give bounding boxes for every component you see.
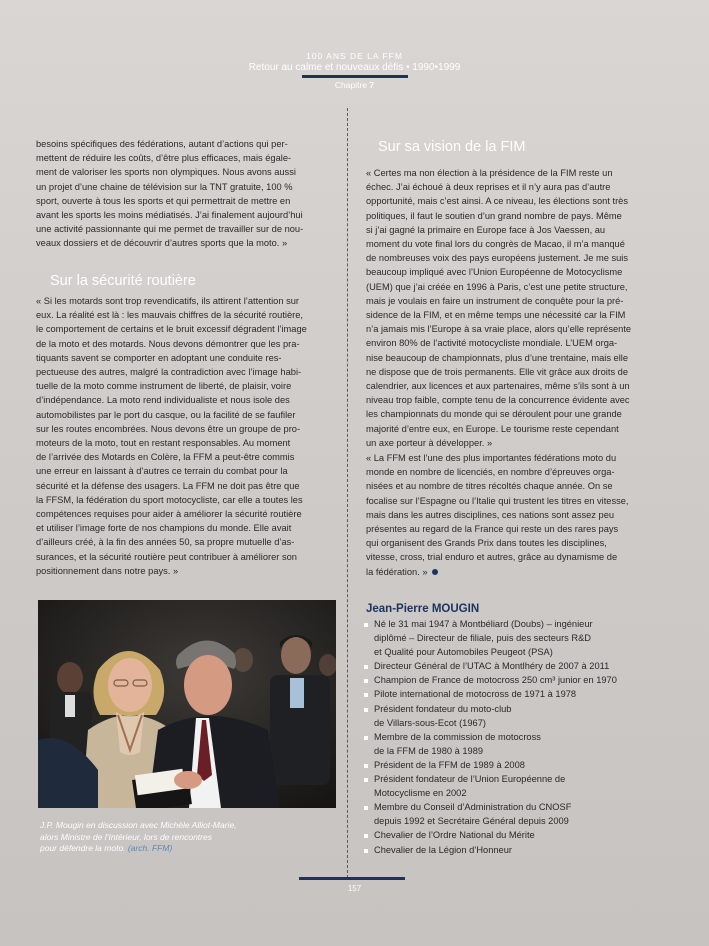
text-line: J.P. Mougin en discussion avec Michèle Alliot-Marie, xyxy=(40,820,237,830)
text-line: n’a jamais mis l’Europe à sa vraie place, alors qu’elle représente xyxy=(366,324,632,335)
bio-item-line: depuis 1992 et Secrétaire Général depuis 2009 xyxy=(374,816,569,827)
text-line: une erreur en laissant à d’autres ce terrain du combat pour la xyxy=(36,466,288,477)
text-line: un projet d’une chaine de télévision sur la TNT gratuite, 100 % xyxy=(36,181,293,192)
book-title: 100 ANS DE LA FFM xyxy=(306,51,403,61)
bio-item-line: Président de la FFM de 1989 à 2008 xyxy=(374,759,525,770)
text-line: ment de valoriser les sports non olympiques. Nous avons aussi xyxy=(36,167,296,178)
text-line: une activité passionnante qui me permet de travailler sur de nou- xyxy=(36,224,304,235)
chapter-subtitle: Retour au calme et nouveaux défis • 1990•1999 xyxy=(248,62,461,73)
bio-item xyxy=(362,687,682,701)
text-line: « Certes ma non élection à la présidence de la FIM reste un xyxy=(366,168,613,178)
text-line: nisées et au nombre de titres récoltés chaque année. On se xyxy=(366,481,613,492)
intro-paragraph xyxy=(36,137,335,251)
bio-item-line: de Villars-sous-Ecot (1967) xyxy=(374,717,486,728)
bio-item-line: et Qualité pour Automobiles Peugeot (PSA) xyxy=(374,647,553,658)
text-line: alors Ministre de l’Intérieur, lors de rencontres xyxy=(40,831,212,842)
bio-item xyxy=(362,702,682,730)
bio-item-line: Pilote international de motocross de 1971 à 1978 xyxy=(374,689,577,700)
text-line: veaux dossiers et de découvrir d’autres sports que la moto. » xyxy=(36,238,288,249)
left-intro-text xyxy=(36,137,335,251)
text-line: majorité d’entre eux, en Europe. Le tourisme reste cependant xyxy=(366,423,619,434)
bio-item xyxy=(362,730,682,758)
text-line: niveau trop faible, compte tenu de la concurrence évidente avec xyxy=(366,395,630,406)
text-line: le comportement de certains et le bruit excessif dégradent l’image xyxy=(36,324,307,335)
text-line: sport, ouverte à tous les sports et qui permettrait de mettre en xyxy=(36,195,291,206)
text-line: de la moto et des motards. Nous devons démontrer que les pra- xyxy=(36,338,300,349)
right-fim-text xyxy=(366,166,672,450)
text-line: calendrier, aux licences et aux partenaires, même s’ils sont à un xyxy=(366,381,630,392)
text-line: vitesse, cross, trial enduro et autres, grâce au dynamisme de xyxy=(366,552,618,563)
bio-item-line: Motocyclisme en 2002 xyxy=(374,788,467,799)
text-line: eux. La réalité est là : les mauvais chiffres de la sécurité routière, xyxy=(36,310,303,321)
text-line: présentes au regard de la France qui reste un des rares pays xyxy=(366,524,619,535)
ffm-paragraph-text xyxy=(366,453,629,577)
bio-item-line: Président fondateur du moto-club xyxy=(374,703,512,714)
text-line: moment du vote final lors du congrès de Macao, il m’a manqué xyxy=(366,239,625,250)
bio-item-line: Chevalier de l’Ordre National du Mérite xyxy=(374,830,535,841)
text-line: sur les routes encombrées. Nous devons être un groupe de pro- xyxy=(36,423,301,434)
photo-illustration xyxy=(38,600,336,808)
bio-item xyxy=(362,659,682,673)
text-line: les championnats du monde qui se déroulent pour une grande xyxy=(366,409,622,420)
bio-item-line: Membre du Conseil d’Administration du CNOSF xyxy=(374,802,572,813)
bio-item xyxy=(362,772,682,800)
text-line: pectueuse des autres, malgré la contradiction avec l’image habi- xyxy=(36,367,302,378)
bio-item xyxy=(362,673,682,687)
text-line: et utiliser l’image forte de nos champions du monde. Elle avait xyxy=(36,523,292,534)
bio-list xyxy=(362,617,682,857)
bio-item-line: Directeur Général de l’UTAC à Montlhéry de 2007 à 2011 xyxy=(374,661,610,672)
page-number: 157 xyxy=(347,884,362,893)
text-line: la FFSM, la fédération du sport motocycliste, car elle a toutes les xyxy=(36,494,303,505)
text-line: sidence de la FIM, et en même temps une nécessité car la FIM xyxy=(366,310,626,321)
bio-item xyxy=(362,617,682,659)
text-line: nise beaucoup de championnats, plus d’une trentaine, mais elle xyxy=(366,352,629,363)
bio-item-line: Président fondateur de l’Union Européenne de xyxy=(374,774,566,785)
bio-item-line: diplômé – Directeur de filiale, puis des secteurs R&D xyxy=(374,633,592,644)
photo-caption xyxy=(40,820,320,855)
header-rule xyxy=(302,75,408,78)
text-line: échec. J’ai échoué à deux reprises et il n’y aura pas d’autre xyxy=(366,182,611,193)
text-line: mais je voulais en faire un instrument de conquête pour la pré- xyxy=(366,295,624,306)
bio-item-line: Champion de France de motocross 250 cm³ junior en 1970 xyxy=(374,675,617,686)
chapter-number: 7 xyxy=(369,80,375,90)
fim-paragraph-2 xyxy=(366,451,672,579)
right-ffm-text xyxy=(366,451,672,579)
section-title-road-safety: Sur la sécurité routière xyxy=(50,273,196,289)
footer-rule xyxy=(299,877,405,880)
fim-paragraph-1 xyxy=(366,166,672,450)
text-line: beaucoup impliqué avec l’Union Européenne de Motocyclisme xyxy=(366,267,623,278)
text-line: sécurité et la défense des usagers. La FFM ne doit pas être que xyxy=(36,480,300,491)
text-line: avant les sports les moins médiatisés. J’ai finalement aujourd’hui xyxy=(36,210,303,221)
bio-item-line: Membre de la commission de motocross xyxy=(374,731,541,742)
text-line: compétences requises pour aider à améliorer la sécurité routière xyxy=(36,509,302,520)
text-line: si j’ai gagné la primaire en Europe face à Jos Vaessen, au xyxy=(366,224,606,235)
left-safety-text xyxy=(36,294,335,578)
text-line: qui organisent des Grands Prix dans toutes les disciplines, xyxy=(366,538,607,549)
text-line: automobilistes par le port du casque, ou la facilité de se faufiler xyxy=(36,409,296,420)
text-line: politiques, il faut le soutien d’un grand nombre de pays. Même xyxy=(366,210,622,221)
photo-mougin-alliot-marie xyxy=(38,600,336,808)
text-line: tuelle de la moto comme instrument de liberté, de plaisir, voire xyxy=(36,381,292,392)
bio-name: Jean-Pierre MOUGIN xyxy=(366,603,480,615)
text-line: mettent de réduire les coûts, d’être plus efficaces, mais égale- xyxy=(36,153,292,164)
section-title-fim-vision: Sur sa vision de la FIM xyxy=(378,139,526,155)
text-line: surances, et la sécurité routière peut contribuer à améliorer son xyxy=(36,551,297,562)
bio-item-line: Chevalier de la Légion d’Honneur xyxy=(374,844,512,855)
bio-item-line: de la FFM de 1980 à 1989 xyxy=(374,745,484,756)
text-line: la fédération. » xyxy=(366,566,428,577)
text-line: un axe porteur à développer. » xyxy=(366,437,493,448)
text-line: tiquants savent se comporter en adoptant une conduite res- xyxy=(36,352,282,363)
bio-item-line: Né le 31 mai 1947 à Montbéliard (Doubs) – ingénieur xyxy=(374,619,593,629)
text-line: pour défendre la moto. xyxy=(40,843,126,853)
text-line: environ 80% de l’activité motocycliste mondiale. L’UEM orga- xyxy=(366,338,618,349)
text-line: positionnement dans notre pays. » xyxy=(36,565,179,576)
safety-paragraph xyxy=(36,294,335,578)
text-line: d’indépendance. La moto rend individualiste et nous isole des xyxy=(36,395,290,406)
text-line: moteurs de la moto, tout en restant responsables. Au moment xyxy=(36,438,291,449)
bio-item xyxy=(362,800,682,828)
text-line: focalise sur l’Espagne ou l’Italie qui trustent les titres en vitesse, xyxy=(366,495,629,506)
text-line: de l’arrivée des Motards en Colère, la FFM a peut-être commis xyxy=(36,452,295,463)
page-header xyxy=(0,51,709,91)
chapter-word: Chapitre xyxy=(334,80,368,90)
text-line: monde en nombre de licenciés, en nombre d’épreuves orga- xyxy=(366,467,615,478)
text-line: mais dans les autres disciplines, ces nations sont assez peu xyxy=(366,509,615,520)
end-mark-icon xyxy=(432,569,438,575)
column-divider xyxy=(347,108,348,878)
text-line: « La FFM est l’une des plus importantes fédérations moto du xyxy=(366,453,617,463)
bio-item xyxy=(362,758,682,772)
text-line: « Si les motards sont trop revendicatifs, ils attirent l’attention sur xyxy=(36,296,300,306)
text-line: opportunité, mais c’est ainsi. A ce niveau, les élections sont très xyxy=(366,196,629,207)
text-line: ne dispose que de trois permanents. Elle vit grâce aux droits de xyxy=(366,366,629,377)
text-line: (UEM) que j’ai créée en 1996 à Paris, c’est une petite structure, xyxy=(366,281,628,292)
caption-credit: (arch. FFM) xyxy=(127,843,173,853)
text-line: besoins spécifiques des fédérations, autant d’actions qui per- xyxy=(36,139,288,149)
text-line: d’ailleurs créé, à la fin des années 50, sa propre mutuelle d’as- xyxy=(36,537,295,548)
chapter-label xyxy=(0,80,709,91)
text-line: de nombreuses voix des pays européens justement. Je me suis xyxy=(366,253,629,264)
bio-item xyxy=(362,828,682,842)
bio-item xyxy=(362,843,682,857)
